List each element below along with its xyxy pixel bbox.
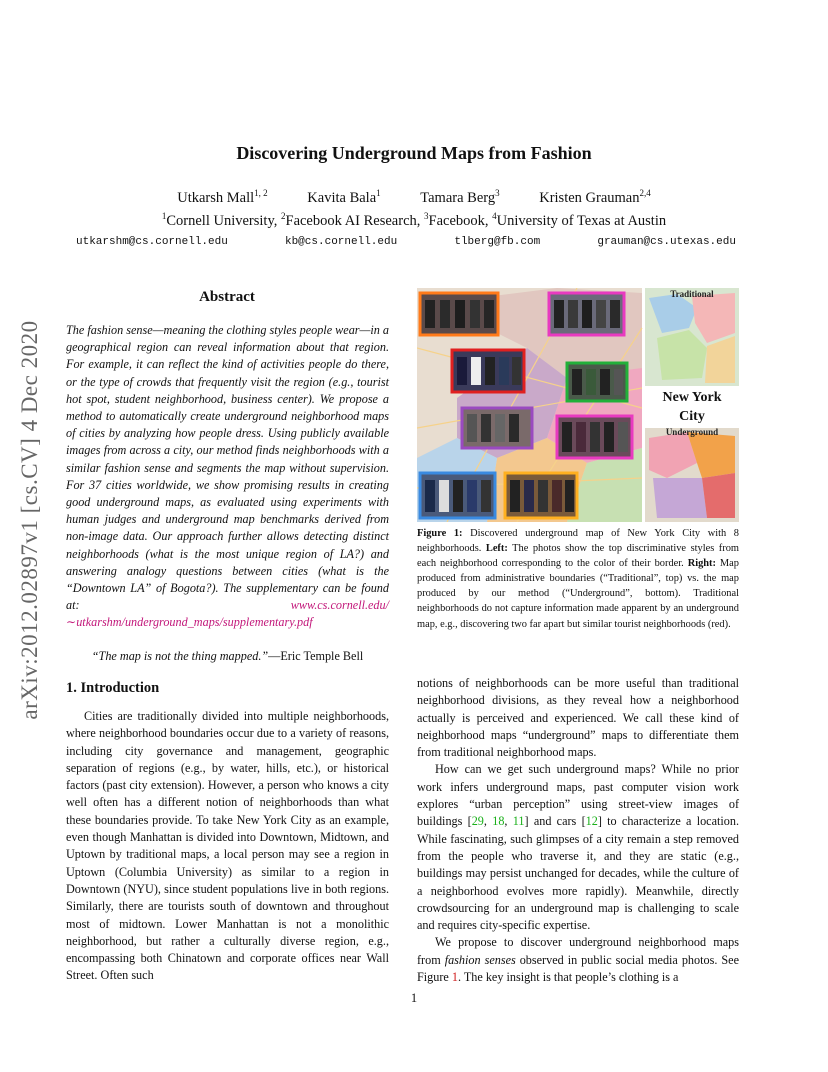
- style-photo-group: [505, 473, 577, 518]
- abstract-text: The fashion sense—meaning the clothing styles people wear—in a geographical region can reveal information about that region. For example, it can reflect the kind of activities people do there, or the type of crowds that frequently visit the region (e.g., tourist hot spot, student neighborhood, business center). We propose a method to automatically create underground neighborhood maps of cities by analyzing how people dress. Using publicly available images from across a city, our method finds neighborhoods with a similar fashion sense and segments the map without supervision. For 37 cities worldwide, we show promising results in creating good underground maps, as evaluated using experiments with human judges and underground map benchmarks derived from non-image data. Our approach further allows detecting distinct neighborhoods (what is the most unique region of LA?) and answering analogy questions between cities (what is the “Downtown LA” of Bogota?). The supplementary can be found at:: [66, 323, 389, 613]
- epigraph: [66, 649, 389, 664]
- citation-link[interactable]: 29: [471, 814, 484, 829]
- quote-text: “The map is not the thing mapped.”: [91, 649, 269, 663]
- intro-column: [66, 708, 389, 985]
- figure-caption: Figure 1: Discovered underground map of New York City with 8 neighborhoods. Left: The photos show the top discriminative styles from each neighborhood corresponding to the color of their border. Right: Map produced from administrative boundaries (“Traditional”, top) vs. the map produced by our method (“Underground”, bottom). Traditional neighborhoods do not capture information made apparent by an underground map, e.g., discovering two far apart but similar tourist neighborhoods (red).: [417, 528, 740, 630]
- figure-1: [417, 288, 739, 522]
- paragraph: We propose to discover underground neighborhood maps from fashion senses observed in public social media photos. See Figure 1. The key insight is that people’s clothing is a: [417, 935, 739, 985]
- citation-link[interactable]: 11: [512, 814, 525, 829]
- email: utkarshm@cs.cornell.edu: [76, 236, 228, 248]
- paragraph: Cities are traditionally divided into multiple neighborhoods, where neighborhood boundaries occur due to a variety of reasons, including city governance and management, geographic separation of regions (e.g., by water, hills, etc.), or historical factors (past city extension). However, a person who knows a city well often has a different notion of neighborhoods than what these boundaries provide. To take New York City as an example, even though Manhattan is divided into Downtown, Midtown, and Uptown by traditional maps, a local person may see a region in Uptown (Columbia University) as similar to a region in Downtown (NYU), since student populations live in both regions. Similarly, there are tourists south of downtown and throughout most of midtown. Lower Manhattan is not a monolithic neighborhood, but rather a culturally diverse region, e.g., encompassing both Chinatown and corporate offices near Wall Street. Often such: [66, 709, 389, 983]
- style-photo-group: [420, 473, 495, 518]
- author: Kavita Bala$^1$: [307, 188, 381, 206]
- author-list: [0, 188, 828, 207]
- style-photo-group: [420, 293, 498, 335]
- email: grauman@cs.utexas.edu: [597, 236, 736, 248]
- style-photo-group: [557, 416, 632, 458]
- figure-ref-link[interactable]: 1: [451, 970, 458, 985]
- email: kb@cs.cornell.edu: [284, 236, 398, 248]
- paragraph: How can we get such underground maps? While no prior work infers underground maps, past computer vision work explores “urban perception” using street-view images of buildings [29, 18, 11] and cars [12] to characterize a location. While fascinating, such glimpses of a city remain a step removed from the people who traverse it, and they are static (e.g., buildings may persist unchanged for decades, while the culture of a neighborhood evolves more rapidly). Meanwhile, directly crowdsourcing for an underground map is challenging to scale and requires city-specific expertise.: [417, 762, 740, 933]
- citation-link[interactable]: 12: [585, 814, 598, 829]
- traditional-label: Traditional: [670, 289, 714, 299]
- city-label-line2: City: [679, 409, 705, 424]
- right-column: [417, 675, 739, 986]
- city-label-line1: New York: [662, 390, 722, 405]
- email-list: [76, 236, 736, 248]
- arxiv-id: arXiv:2012.02897v1 [cs.CV] 4 Dec 2020: [17, 320, 42, 720]
- supplementary-link[interactable]: www.cs.cornell.edu/∼utkarshm/underground_maps/supplementary.pdf: [66, 598, 389, 630]
- abstract-heading: Abstract: [199, 289, 255, 305]
- author: Tamara Berg$^3$: [420, 188, 500, 206]
- underground-label: Underground: [665, 427, 719, 437]
- page-number: 1: [410, 991, 418, 1005]
- section-heading-introduction: 1. Introduction: [66, 680, 160, 696]
- caption-label: Figure 1:: [417, 528, 463, 539]
- style-photo-group: [549, 293, 624, 335]
- email: tlberg@fb.com: [454, 236, 541, 248]
- style-photo-group: [452, 350, 524, 392]
- style-photo-group: [462, 408, 532, 448]
- citation-link[interactable]: 18: [492, 814, 505, 829]
- author: Utkarsh Mall$^{1, 2}$: [177, 188, 268, 206]
- abstract-body: [66, 322, 389, 632]
- style-photo-group: [567, 363, 627, 401]
- figure-1-graphic: [417, 288, 739, 522]
- paragraph: notions of neighborhoods can be more useful than traditional neighborhood divisions, as they reveal how a neighborhood actually is perceived and experienced. We call these kind of neighborhood maps “underground” maps to differentiate them from traditional neighborhood maps.: [417, 676, 739, 760]
- author: Kristen Grauman$^{2,4}$: [539, 188, 651, 206]
- paper-title: Discovering Underground Maps from Fashion: [236, 143, 592, 163]
- affiliations: $^1$Cornell University, $^2$Facebook AI Research, $^3$Facebook, $^4$University of Texas at Austin: [161, 211, 667, 229]
- quote-author: —Eric Temple Bell: [268, 649, 364, 663]
- arxiv-stamp: [10, 290, 50, 750]
